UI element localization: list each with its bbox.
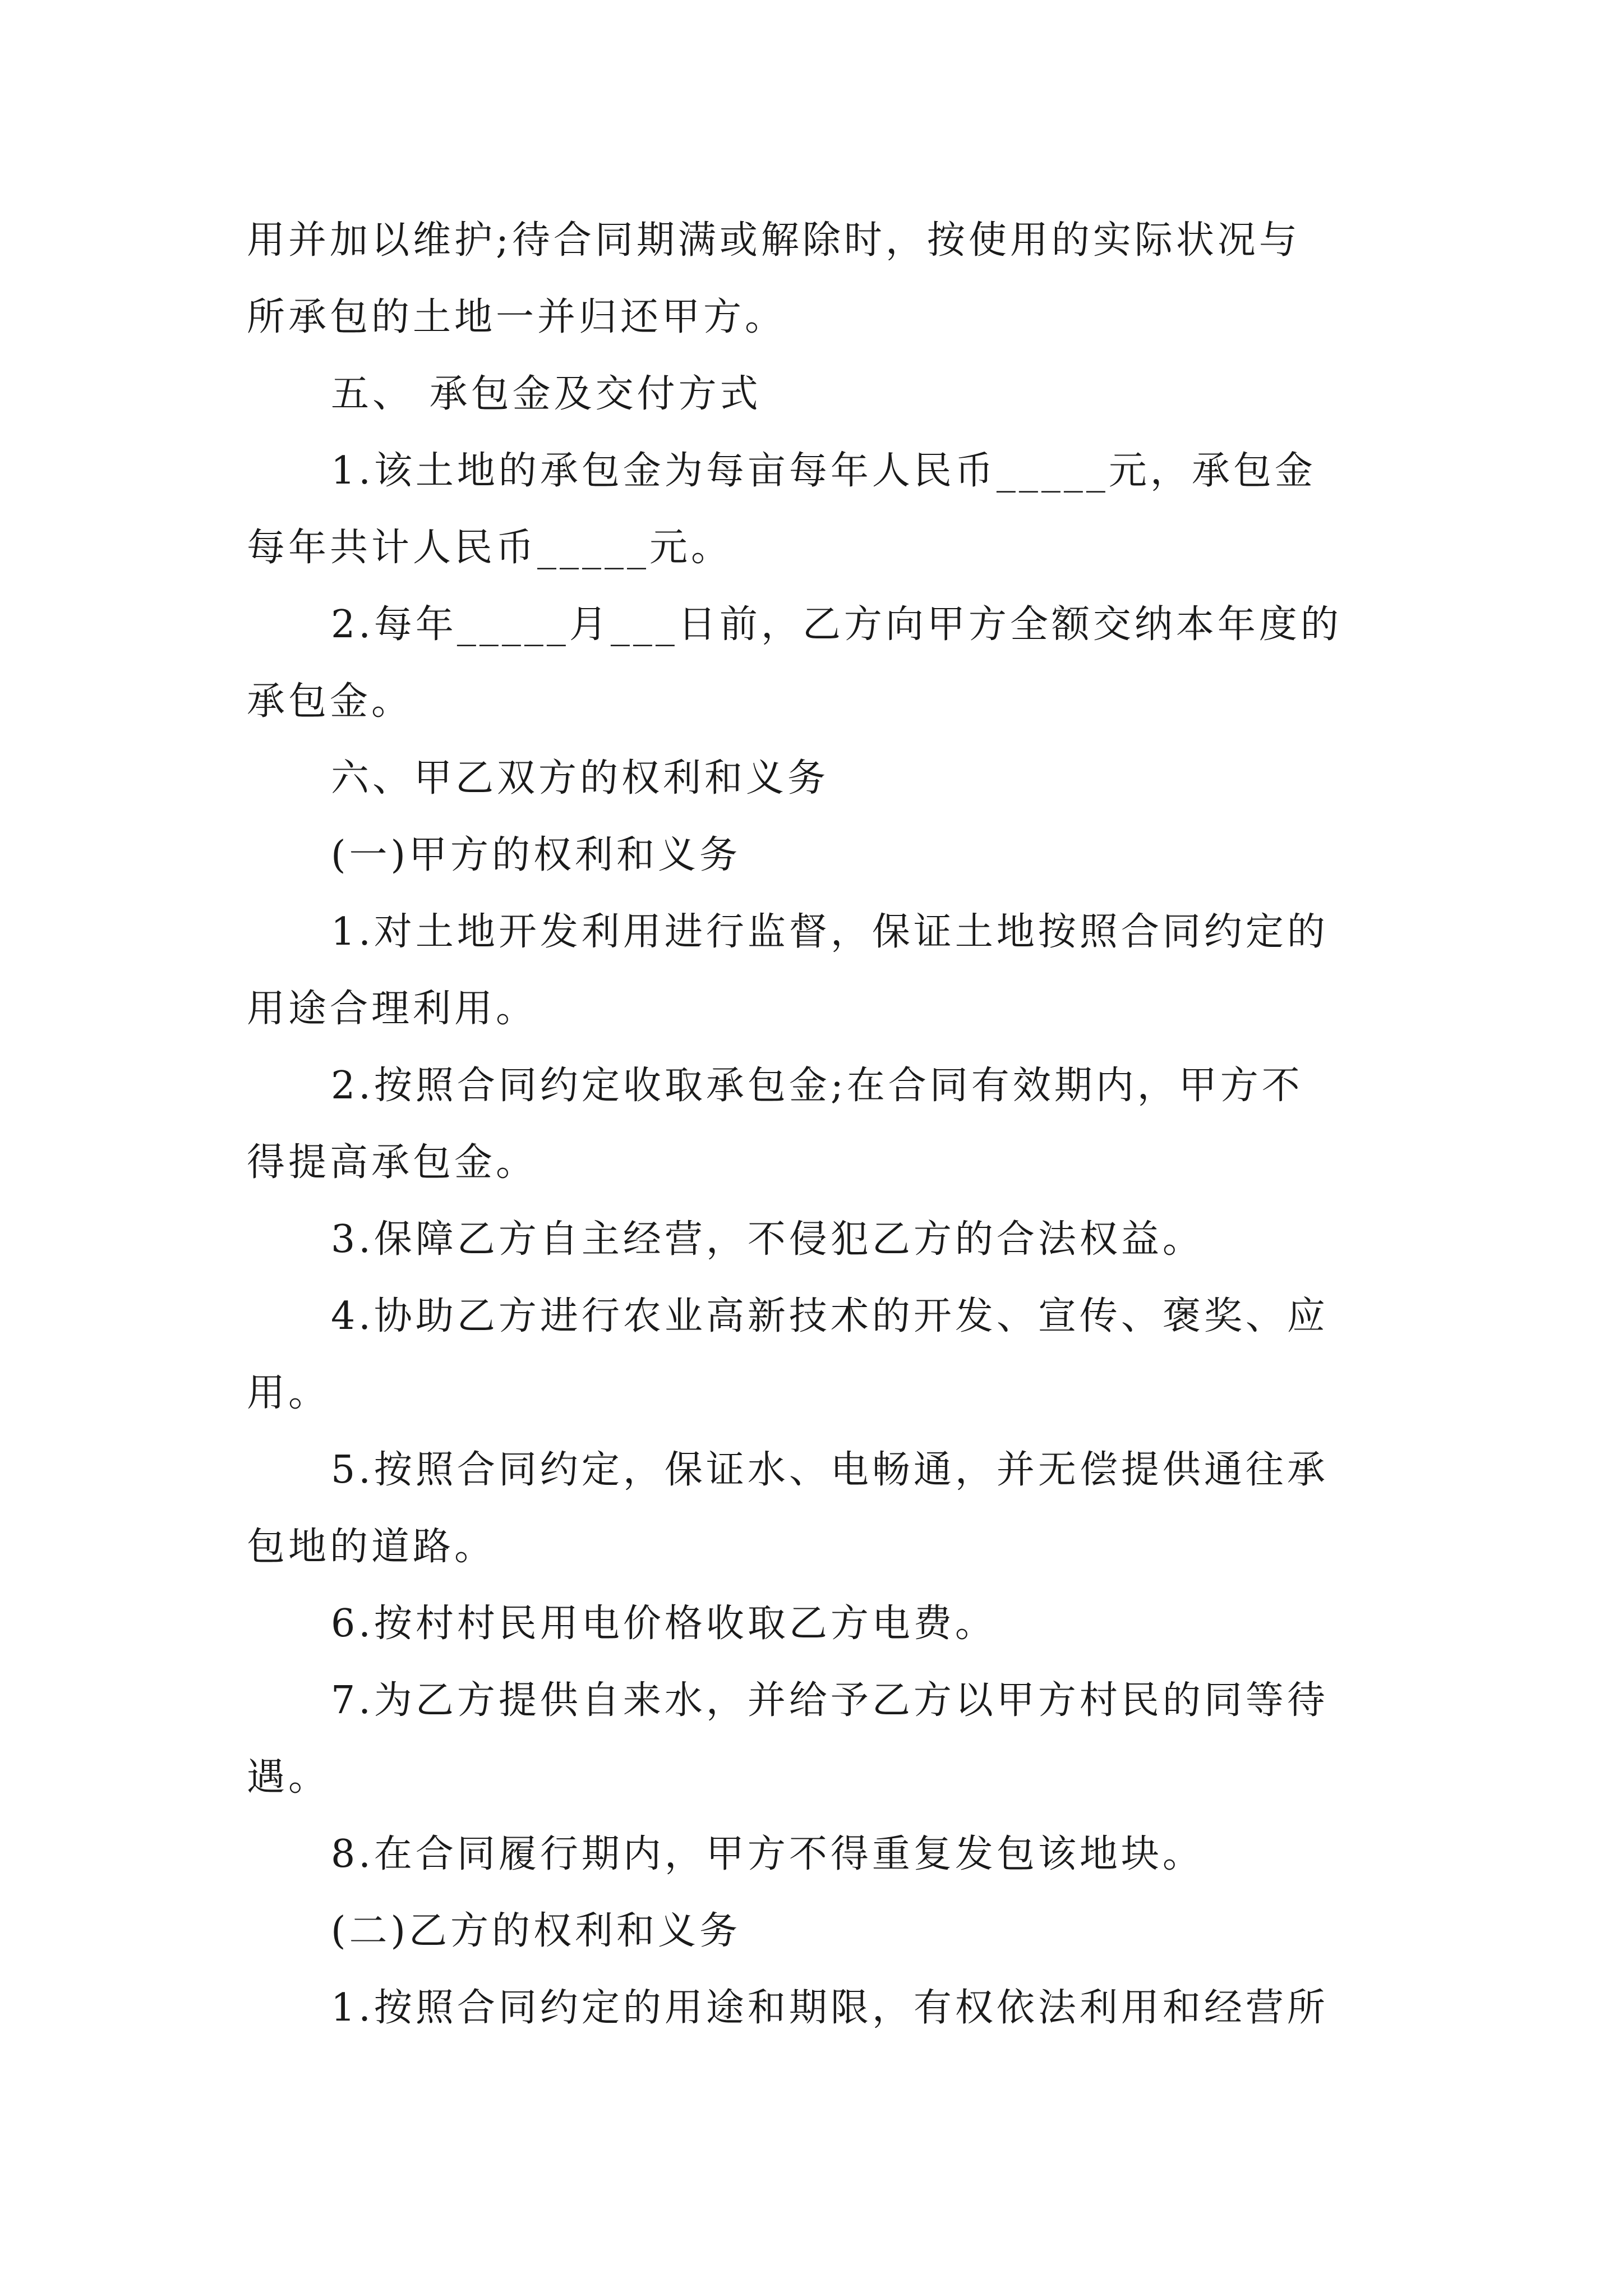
text-line: 2.每年_____月___日前，乙方向甲方全额交纳本年度的 xyxy=(331,602,1342,647)
text-line: 用。 xyxy=(247,1371,330,1415)
contract-text-body xyxy=(247,202,1385,2046)
section-heading: 六、甲乙双方的权利和义务 xyxy=(331,756,829,800)
text-line: 2.按照合同约定收取承包金;在合同有效期内，甲方不 xyxy=(331,1064,1303,1108)
text-line: 6.按村村民用电价格收取乙方电费。 xyxy=(331,1602,997,1646)
subsection-heading: (一)甲方的权利和义务 xyxy=(331,833,741,877)
text-line: 得提高承包金。 xyxy=(247,1140,538,1185)
text-line: 遇。 xyxy=(247,1755,330,1800)
text-line: 3.保障乙方自主经营，不侵犯乙方的合法权益。 xyxy=(331,1217,1204,1262)
text-line: 5.按照合同约定，保证水、电畅通，并无偿提供通往承 xyxy=(331,1448,1329,1492)
text-line: 4.协助乙方进行农业高新技术的开发、宣传、褒奖、应 xyxy=(331,1294,1329,1338)
text-line: 1.按照合同约定的用途和期限，有权依法利用和经营所 xyxy=(331,1986,1329,2030)
text-line: 用途合理利用。 xyxy=(247,987,538,1031)
text-line: 包地的道路。 xyxy=(247,1525,496,1569)
text-line: 用并加以维护;待合同期满或解除时，按使用的实际状况与 xyxy=(247,218,1301,263)
section-heading: 五、 承包金及交付方式 xyxy=(331,372,762,416)
text-line: 每年共计人民币_____元。 xyxy=(247,526,733,570)
text-line: 承包金。 xyxy=(247,679,413,724)
text-line: 7.为乙方提供自来水，并给予乙方以甲方村民的同等待 xyxy=(331,1678,1329,1723)
text-line: 8.在合同履行期内，甲方不得重复发包该地块。 xyxy=(331,1832,1204,1876)
text-line: 1.对土地开发利用进行监督，保证土地按照合同约定的 xyxy=(331,910,1329,954)
text-line: 1.该土地的承包金为每亩每年人民币_____元，承包金 xyxy=(331,449,1316,493)
subsection-heading: (二)乙方的权利和义务 xyxy=(331,1909,741,1953)
text-line: 所承包的土地一并归还甲方。 xyxy=(247,295,787,339)
